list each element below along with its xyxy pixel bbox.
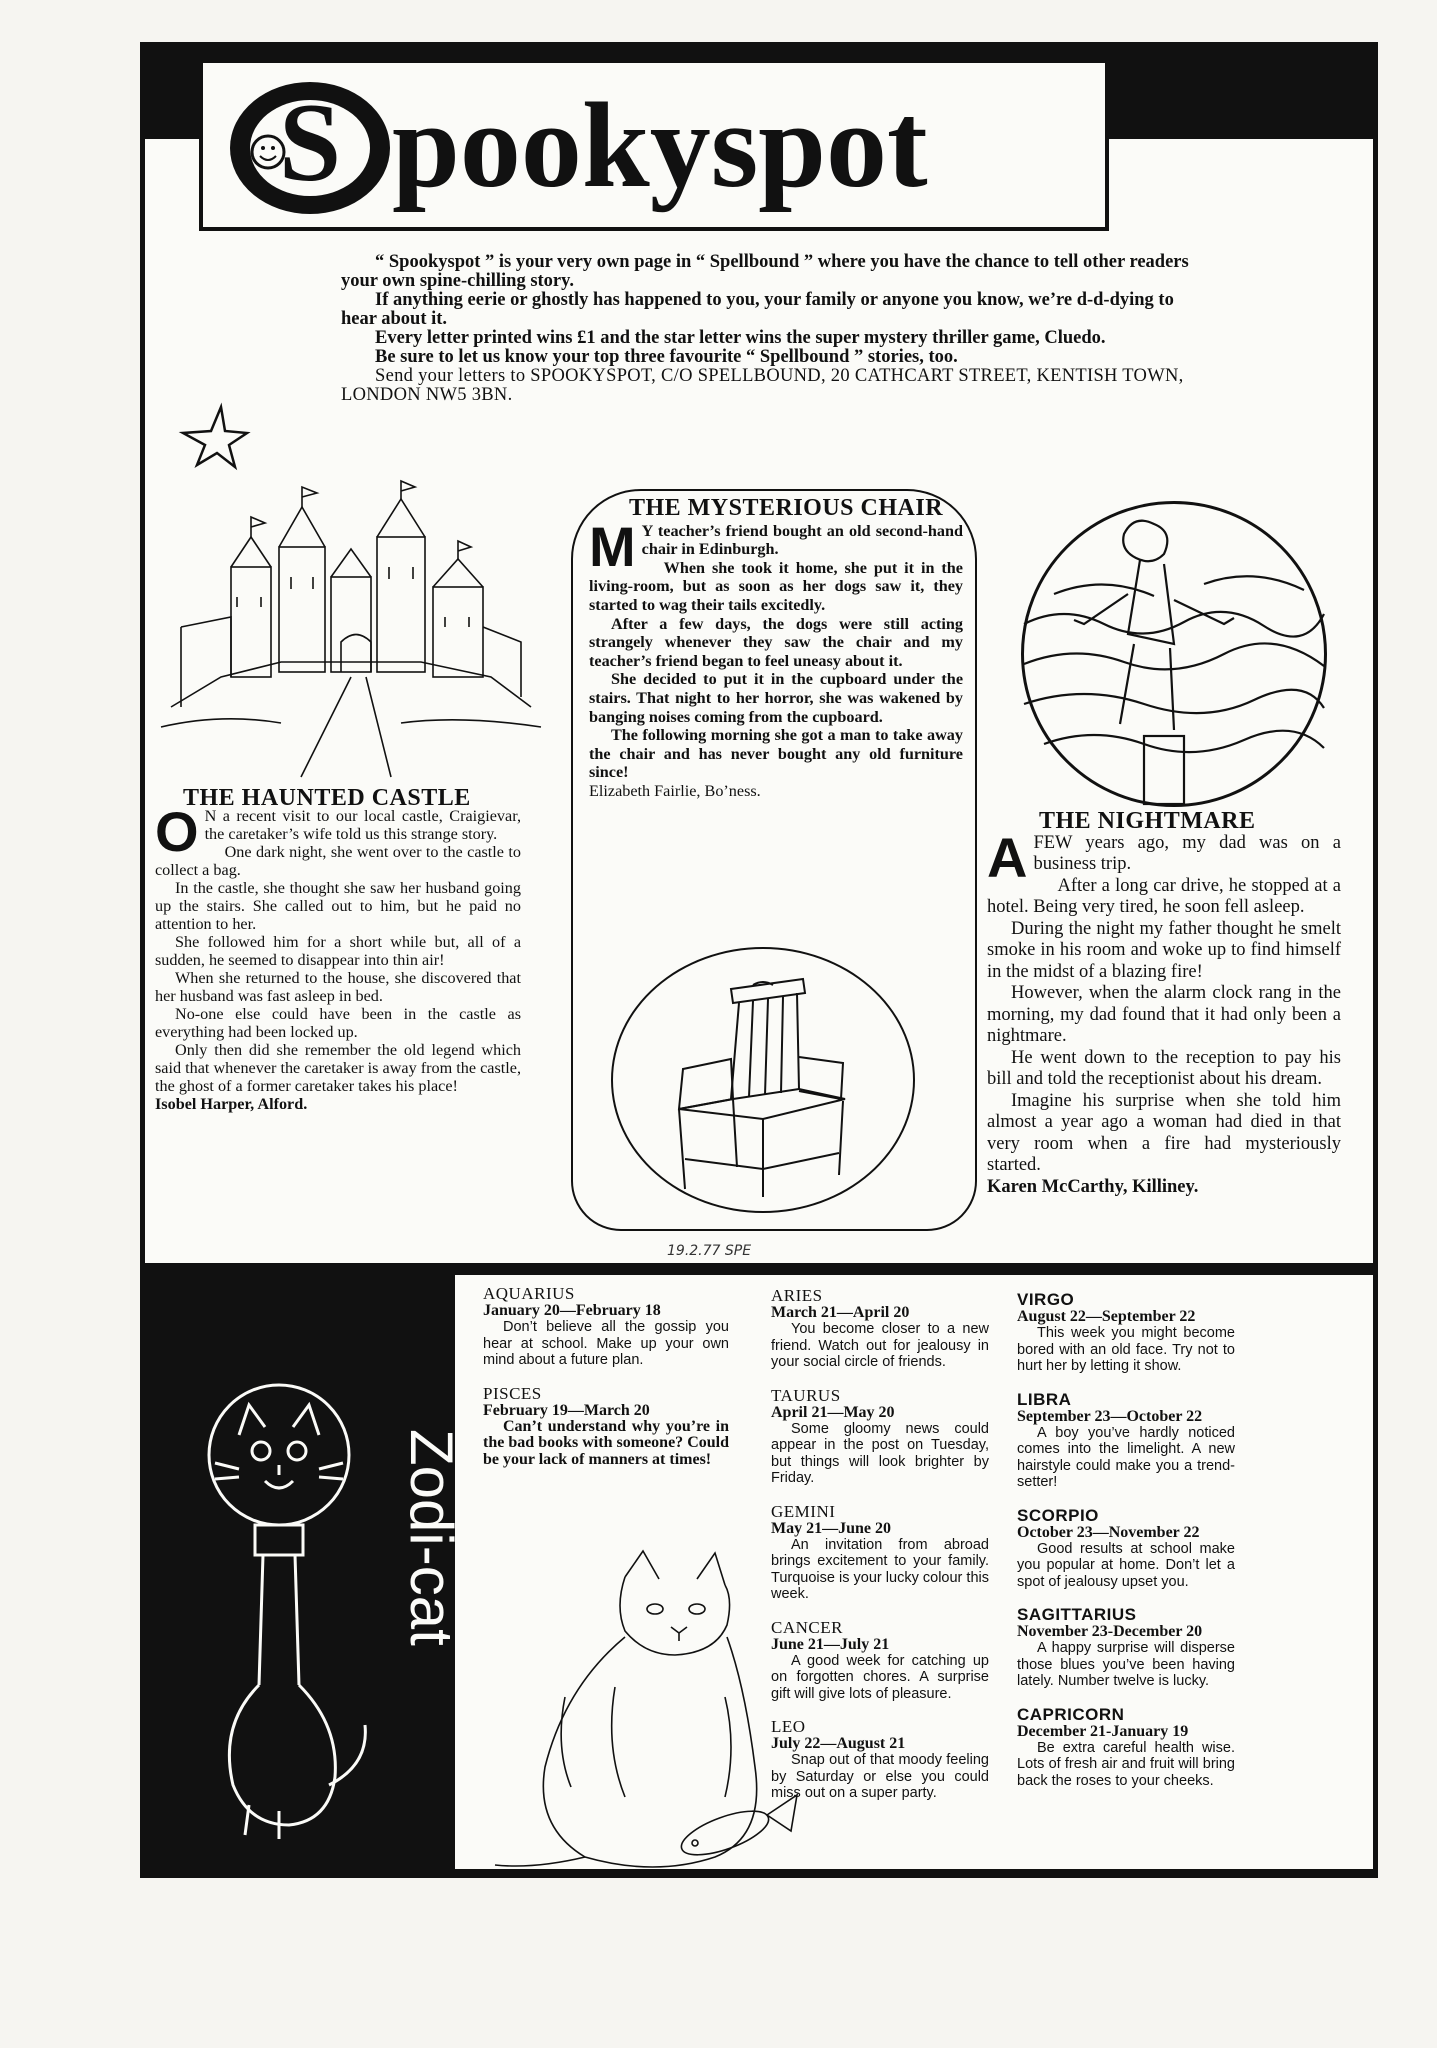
- zodiac-entry-capricorn: [1017, 1706, 1235, 1790]
- zodiac-text: Can’t understand why you’re in the bad books with someone? Could be your lack of manners at times!: [483, 1417, 729, 1468]
- nightmare-p4: However, when the alarm clock rang in the morning, my dad found that it had only been a nightmare.: [987, 983, 1341, 1046]
- nightmare-p5: He went down to the reception to pay his bill and told the receptionist about his dream.: [987, 1047, 1341, 1089]
- chair-p4: She decided to put it in the cupboard under the stairs. That night to her horror, she was wakened by banging noises coming from the cupboard.: [589, 670, 963, 726]
- haunted-p3: In the castle, she thought she saw her husband going up the stairs. She called out to him, but he paid no attention to her.: [155, 879, 521, 933]
- zodiac-entry-aquarius: [483, 1285, 729, 1369]
- intro-p3: Every letter printed wins £1 and the star letter wins the super mystery thriller game, Cluedo.: [375, 328, 1106, 348]
- zodiac-text: A good week for catching up on forgotten chores. A surprise gift will give lots of pleasure.: [771, 1652, 989, 1702]
- zodiac-dates: July 22—August 21: [771, 1735, 906, 1752]
- zodiac-dates: December 21-January 19: [1017, 1722, 1189, 1740]
- zodiac-entry-pisces: [483, 1385, 729, 1469]
- zodiac-entry-aries: [771, 1287, 989, 1371]
- zodiac-text: A boy you’ve hardly noticed comes into the limelight. A new hairstyle could make you a trend-setter!: [1017, 1424, 1235, 1490]
- astronaut-cat-illustration: [179, 1365, 379, 1845]
- chair-signature: Elizabeth Fairlie, Bo’ness.: [589, 781, 761, 800]
- haunted-p1: N a recent visit to our local castle, Craigievar, the caretaker’s wife told us this strange story.: [204, 807, 521, 843]
- chair-dropcap: M: [589, 514, 636, 578]
- nightmare-illustration: [1021, 501, 1327, 807]
- fluffy-cat-illustration: [475, 1547, 805, 1877]
- zodiac-entry-virgo: [1017, 1291, 1235, 1375]
- spookyspot-logo: [214, 70, 1094, 220]
- handwritten-date: 19.2.77 SPE: [667, 1243, 752, 1259]
- logo-rest: pookyspot: [392, 78, 928, 213]
- zodicat-title: [381, 1399, 465, 1779]
- intro-p4: Be sure to let us know your top three favourite “ Spellbound ” stories, too.: [375, 347, 958, 367]
- zodiac-entry-libra: [1017, 1391, 1235, 1491]
- haunted-castle-story: [155, 785, 521, 1113]
- zodiac-text: Be extra careful health wise. Lots of fresh air and fruit will bring back the roses to your cheeks.: [1017, 1739, 1235, 1789]
- zodiac-text: You become closer to a new friend. Watch out for jealousy in your social circle of friends.: [771, 1321, 989, 1370]
- zodiac-dates: October 23—November 22: [1017, 1523, 1200, 1541]
- haunted-p2: One dark night, she went over to the castle to collect a bag.: [155, 843, 521, 879]
- haunted-p7: Only then did she remember the old legend which said that whenever the caretaker is away from the castle, the ghost of a former caretaker takes his place!: [155, 1041, 521, 1095]
- page: [140, 42, 1378, 1878]
- nightmare-p1: FEW years ago, my dad was on a business trip.: [1033, 832, 1341, 874]
- zodiac-text: This week you might become bored with an old face. Try not to hurt her by letting it show.: [1017, 1325, 1235, 1374]
- zodicat-title-text: Zodi-cat: [398, 1429, 465, 1646]
- haunted-p5: When she returned to the house, she discovered that her husband was fast asleep in bed.: [155, 969, 521, 1005]
- zodiac-text: Good results at school make you popular at home. Don’t let a spot of jealousy upset you.: [1017, 1540, 1235, 1590]
- castle-illustration: [161, 477, 541, 777]
- zodiac-sign: SAGITTARIUS: [1017, 1605, 1137, 1624]
- logo-s: S: [278, 81, 342, 205]
- haunted-p6: No-one else could have been in the castle as everything had been locked up.: [155, 1005, 521, 1041]
- chair-p2: When she took it home, she put it in the living-room, but as soon as her dogs saw it, they started to wag their tails excitedly.: [589, 558, 963, 614]
- nightmare-story: [987, 808, 1341, 1198]
- zodiac-entry-taurus: [771, 1387, 989, 1487]
- chair-p3: After a few days, the dogs were still acting strangely whenever they saw the chair and my teacher’s friend began to feel uneasy about it.: [589, 614, 963, 670]
- chair-p1: Y teacher’s friend bought an old second-hand chair in Edinburgh.: [641, 521, 963, 559]
- zodiac-dates: November 23-December 20: [1017, 1623, 1203, 1640]
- chair-illustration: [611, 947, 915, 1213]
- haunted-dropcap: O: [155, 800, 199, 863]
- zodiac-text: Some gloomy news could appear in the post on Tuesday, but things will look brighter by Friday.: [771, 1420, 989, 1486]
- zodiac-sign: ARIES: [771, 1286, 823, 1305]
- zodiac-text: Don’t believe all the gossip you hear at school. Make up your own mind about a future plan.: [483, 1319, 729, 1368]
- nightmare-p3: During the night my father thought he smelt smoke in his room and woke up to find himself in the midst of a blazing fire!: [987, 918, 1341, 982]
- chair-p5: The following morning she got a man to take away the chair and has never bought any old furniture since!: [589, 726, 963, 782]
- zodiac-sign: LIBRA: [1017, 1389, 1072, 1409]
- zodiac-entry-scorpio: [1017, 1507, 1235, 1591]
- zodiac-entry-sagittarius: [1017, 1606, 1235, 1690]
- zodiac-dates: May 21—June 20: [771, 1519, 891, 1537]
- zodiac-sign: CANCER: [771, 1617, 843, 1637]
- zodiac-dates: June 21—July 21: [771, 1635, 890, 1653]
- intro-address: Send your letters to SPOOKYSPOT, C/O SPELLBOUND, 20 CATHCART STREET, KENTISH TOWN, LONDON NW5 3BN.: [341, 366, 1184, 405]
- haunted-p4: She followed him for a short while but, all of a sudden, he seemed to disappear into thin air!: [155, 933, 521, 969]
- nightmare-signature: Karen McCarthy, Killiney.: [987, 1176, 1199, 1197]
- zodiac-sign: VIRGO: [1017, 1290, 1075, 1309]
- masthead-logo: [199, 59, 1109, 231]
- zodiac-dates: January 20—February 18: [483, 1302, 661, 1319]
- haunted-castle-title: THE HAUNTED CASTLE: [183, 785, 471, 811]
- mysterious-chair-story: [589, 495, 963, 801]
- zodiac-text: An invitation from abroad brings excitement to your family. Turquoise is your lucky colour this week.: [771, 1536, 989, 1602]
- zodiac-sign: TAURUS: [771, 1385, 841, 1405]
- zodiac-dates: August 22—September 22: [1017, 1308, 1196, 1325]
- nightmare-p2: After a long car drive, he stopped at a hotel. Being very tired, he soon fell asleep.: [987, 875, 1341, 917]
- star-icon: [179, 403, 249, 473]
- intro-text: [341, 253, 1195, 405]
- zodiac-sign: CAPRICORN: [1017, 1704, 1125, 1724]
- zodiac-dates: September 23—October 22: [1017, 1407, 1203, 1425]
- zodiac-column-1: [483, 1285, 729, 1484]
- intro-p2: If anything eerie or ghostly has happened to you, your family or anyone you know, we’re d-d-dying to hear about it.: [341, 290, 1174, 329]
- zodiac-dates: March 21—April 20: [771, 1304, 910, 1321]
- zodiac-sign: SCORPIO: [1017, 1505, 1099, 1525]
- nightmare-p6: Imagine his surprise when she told him almost a year ago a woman had died in that very room when a fire had mysteriously started.: [987, 1090, 1341, 1175]
- mysterious-chair-title: THE MYSTERIOUS CHAIR: [628, 495, 944, 521]
- zodiac-text: A happy surprise will disperse those blues you’ve been having lately. Number twelve is lucky.: [1017, 1640, 1235, 1689]
- zodiac-text: Snap out of that moody feeling by Saturday or else you could miss out on a super party.: [771, 1752, 989, 1801]
- zodiac-dates: April 21—May 20: [771, 1403, 895, 1421]
- nightmare-title: THE NIGHTMARE: [1039, 808, 1256, 834]
- nightmare-dropcap: A: [987, 825, 1028, 889]
- zodiac-sign: AQUARIUS: [483, 1284, 575, 1303]
- zodiac-sign: PISCES: [483, 1383, 542, 1403]
- intro-p1: “ Spookyspot ” is your very own page in “ Spellbound ” where you have the chance to tell other readers your own spine-chilling story.: [341, 252, 1189, 291]
- masthead-band-right: [1133, 47, 1373, 139]
- haunted-signature: Isobel Harper, Alford.: [155, 1095, 308, 1113]
- zodiac-sign: GEMINI: [771, 1501, 836, 1521]
- zodiac-sign: LEO: [771, 1717, 806, 1736]
- zodiac-dates: February 19—March 20: [483, 1401, 650, 1419]
- zodiac-column-3: [1017, 1291, 1235, 1805]
